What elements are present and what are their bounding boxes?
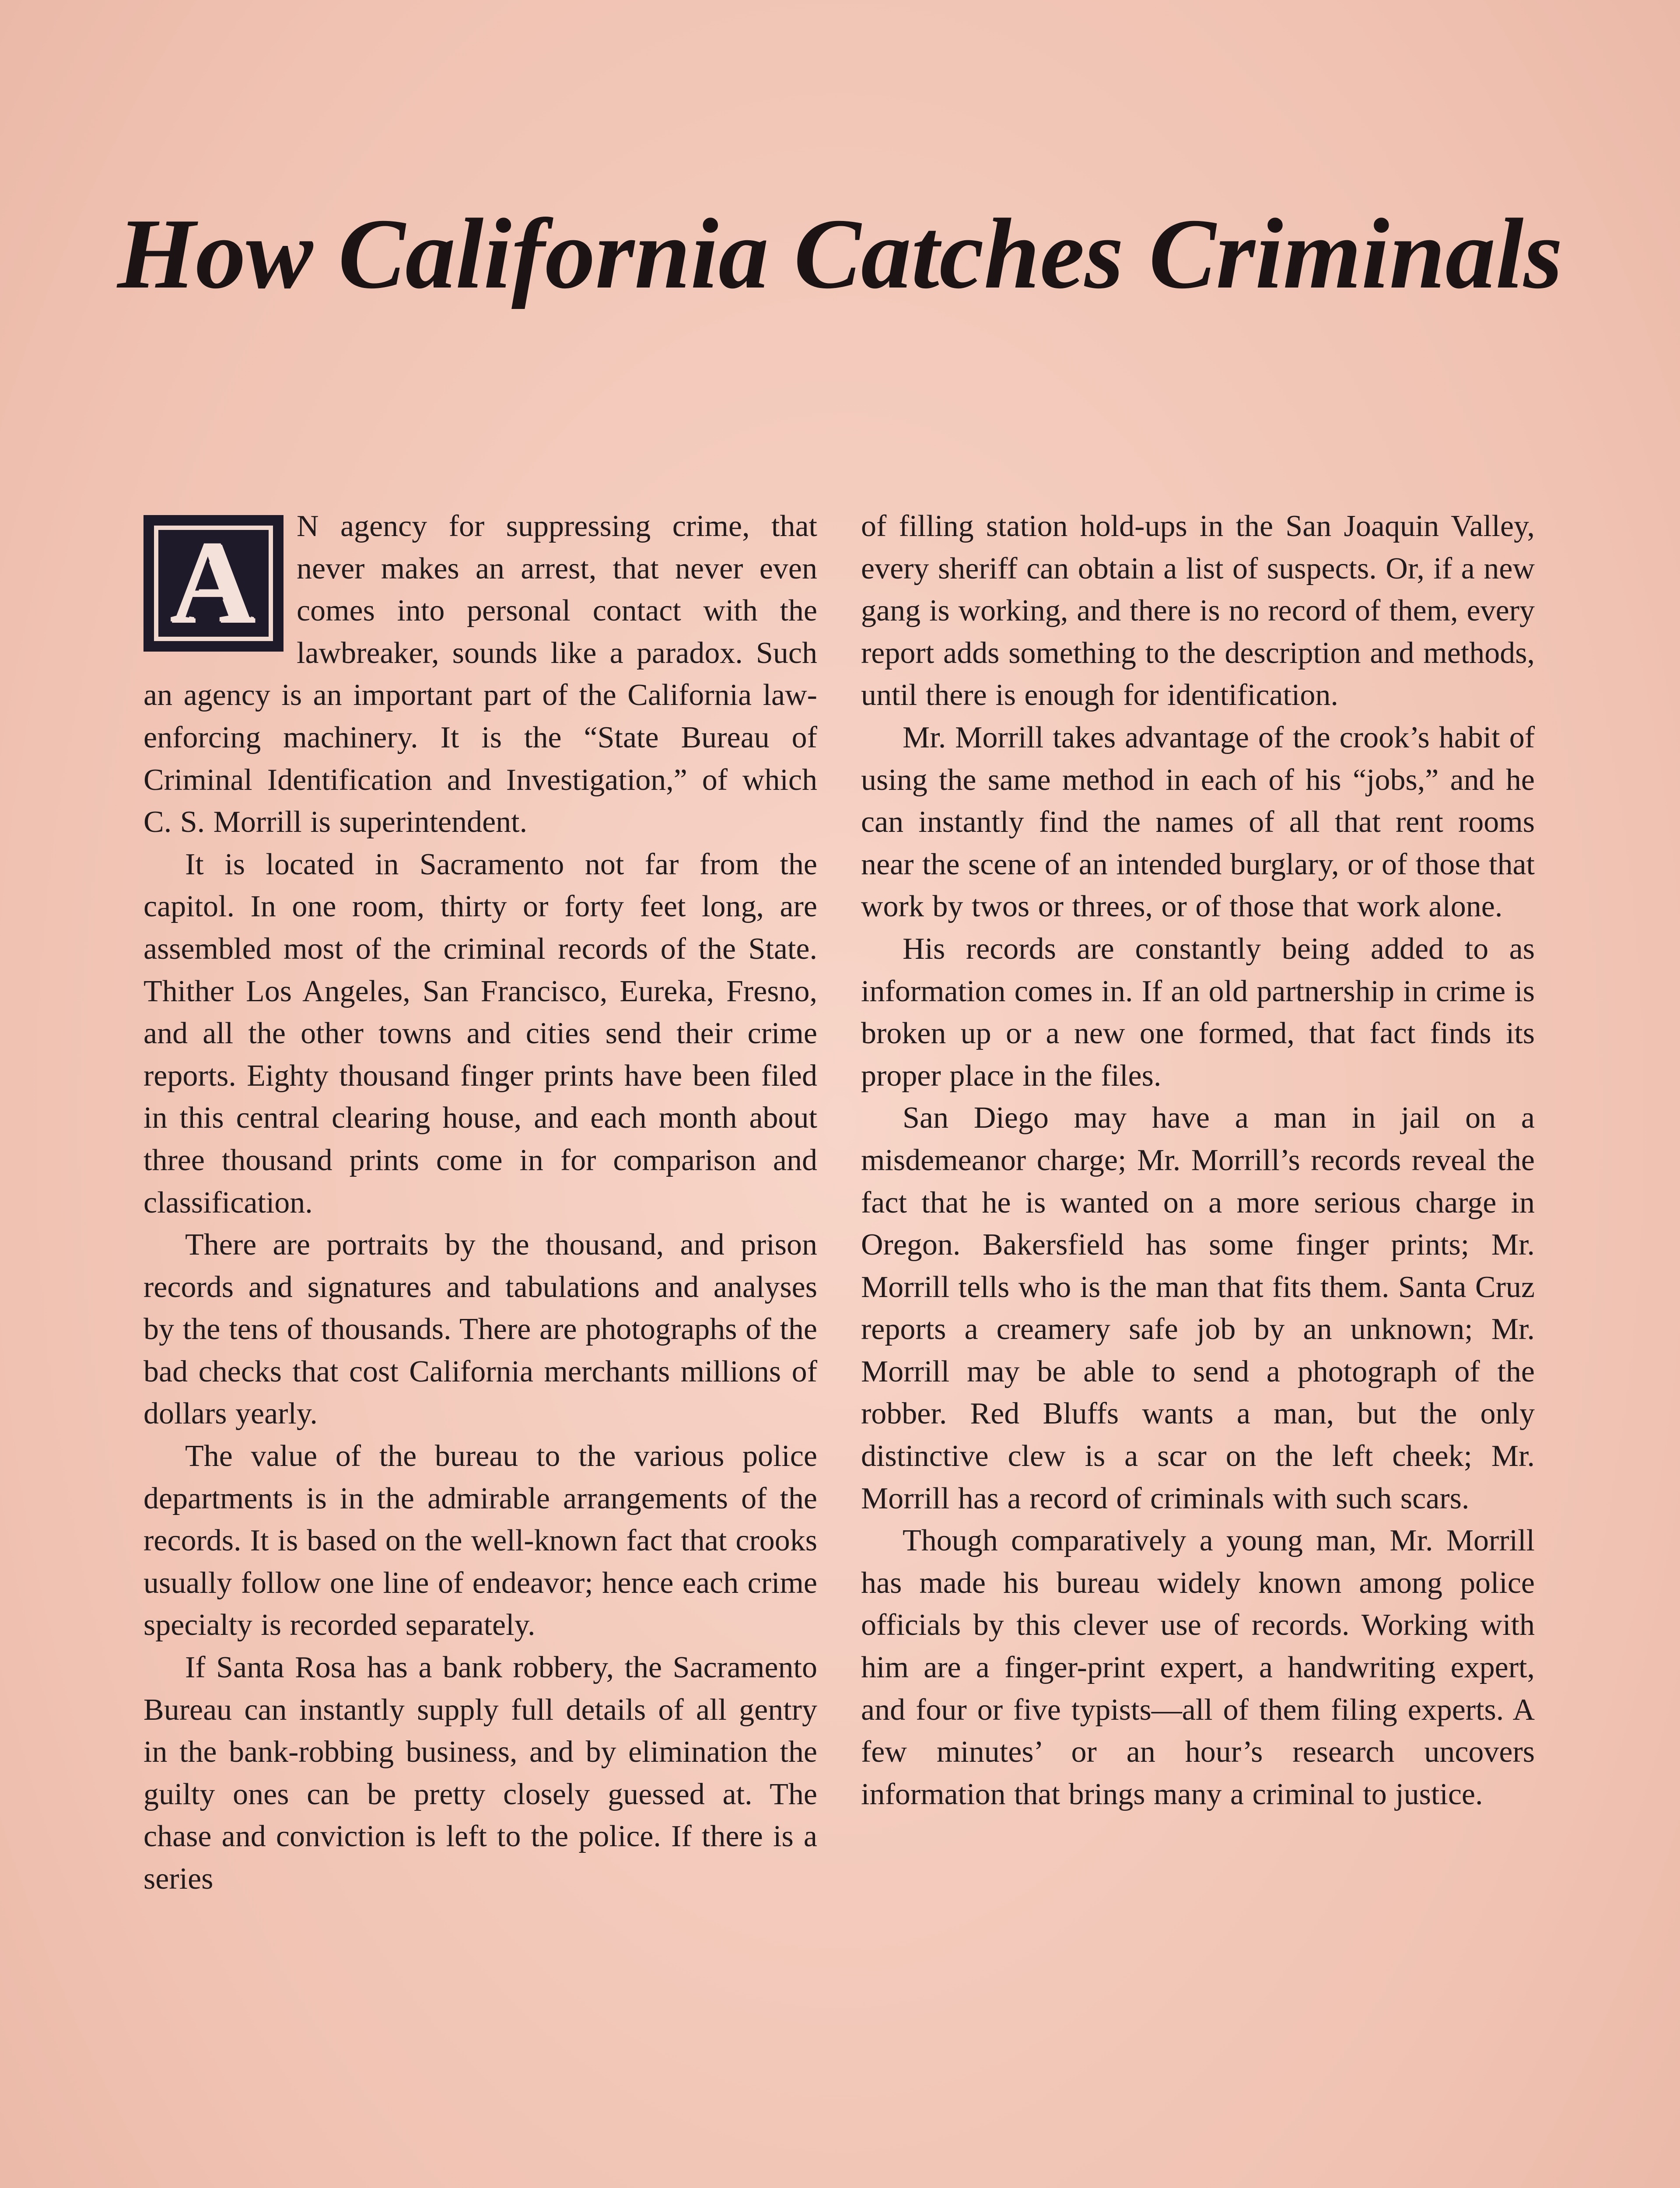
paragraph: of filling station hold-ups in the San Joaquin Valley, every sheriff can obtain a list of suspects. Or, if a new gang is working, and there is no record of them, every report adds something to the description and methods, until there is enough for identification. (861, 509, 1535, 712)
paragraph: The value of the bureau to the various police departments is in the admirable arrangements of the records. It is based on the well-known fact that crooks usually follow one line of endeavor; hence each crime specialty is recorded separately. (144, 1439, 817, 1642)
paragraph: If Santa Rosa has a bank robbery, the Sacramento Bureau can instantly supply full details of all gentry in the bank-robbing business, and by elimination the guilty ones can be pretty closely guessed at. The chase and conviction is left to the police. If there is a series (144, 1651, 817, 1896)
paragraph: Mr. Morrill takes advantage of the crook’s habit of using the same method in each of his “jobs,” and he can instantly find the names of all that rent rooms near the scene of an intended burglary, or of those that work by twos or threes, or of those that work alone. (861, 720, 1535, 924)
paragraph: Though comparatively a young man, Mr. Morrill has made his bureau widely known among police officials by this clever use of records. Working with him are a finger-print expert, a handwriting expert, and four or five typists—all of them filing experts. A few minutes’ or an hour’s research uncovers information that brings many a criminal to justice. (861, 1524, 1535, 1811)
paragraph: It is located in Sacramento not far from the capitol. In one room, thirty or forty feet long, are assembled most of the criminal records of the State. Thither Los Angeles, San Francisco, Eureka, Fresno, and all the other towns and cities send their crime reports. Eighty thousand finger prints have been filed in this central clearing house, and each month about three thousand prints come in for comparison and classification. (144, 847, 817, 1220)
paragraph: There are portraits by the thousand, and prison records and signatures and tabulations and analyses by the tens of thousands. There are photographs of the bad checks that cost California merchants millions of dollars yearly. (144, 1228, 817, 1431)
paragraph: San Diego may have a man in jail on a misdemeanor charge; Mr. Morrill’s records reveal the fact that he is wanted on a more serious charge in Oregon. Bakersfield has some finger prints; Mr. Morrill tells who is the man that fits them. Santa Cruz reports a creamery safe job by an unknown; Mr. Morrill may be able to send a photograph of the robber. Red Bluffs wants a man, but the only distinctive clew is a scar on the left cheek; Mr. Morrill has a record of criminals with such scars. (861, 1101, 1535, 1515)
paragraph: His records are constantly being added to as information comes in. If an old partnership in crime is broken up or a new one formed, that fact finds its proper place in the files. (861, 932, 1535, 1093)
right-column (861, 505, 1535, 1816)
drop-cap-frame (154, 518, 273, 649)
drop-cap-letter: A (171, 518, 256, 649)
article-title: How California Catches Criminals (117, 198, 1563, 309)
left-column (144, 505, 817, 1900)
drop-cap (144, 515, 284, 652)
paragraph: N agency for suppressing crime, that never makes an arrest, that never even comes into personal contact with the lawbreaker, sounds like a paradox. Such an agency is an important part of the California law-enforcing machinery. It is the “State Bureau of Criminal Identification and Investigation,” of which C. S. Morrill is superintendent. (144, 509, 817, 839)
